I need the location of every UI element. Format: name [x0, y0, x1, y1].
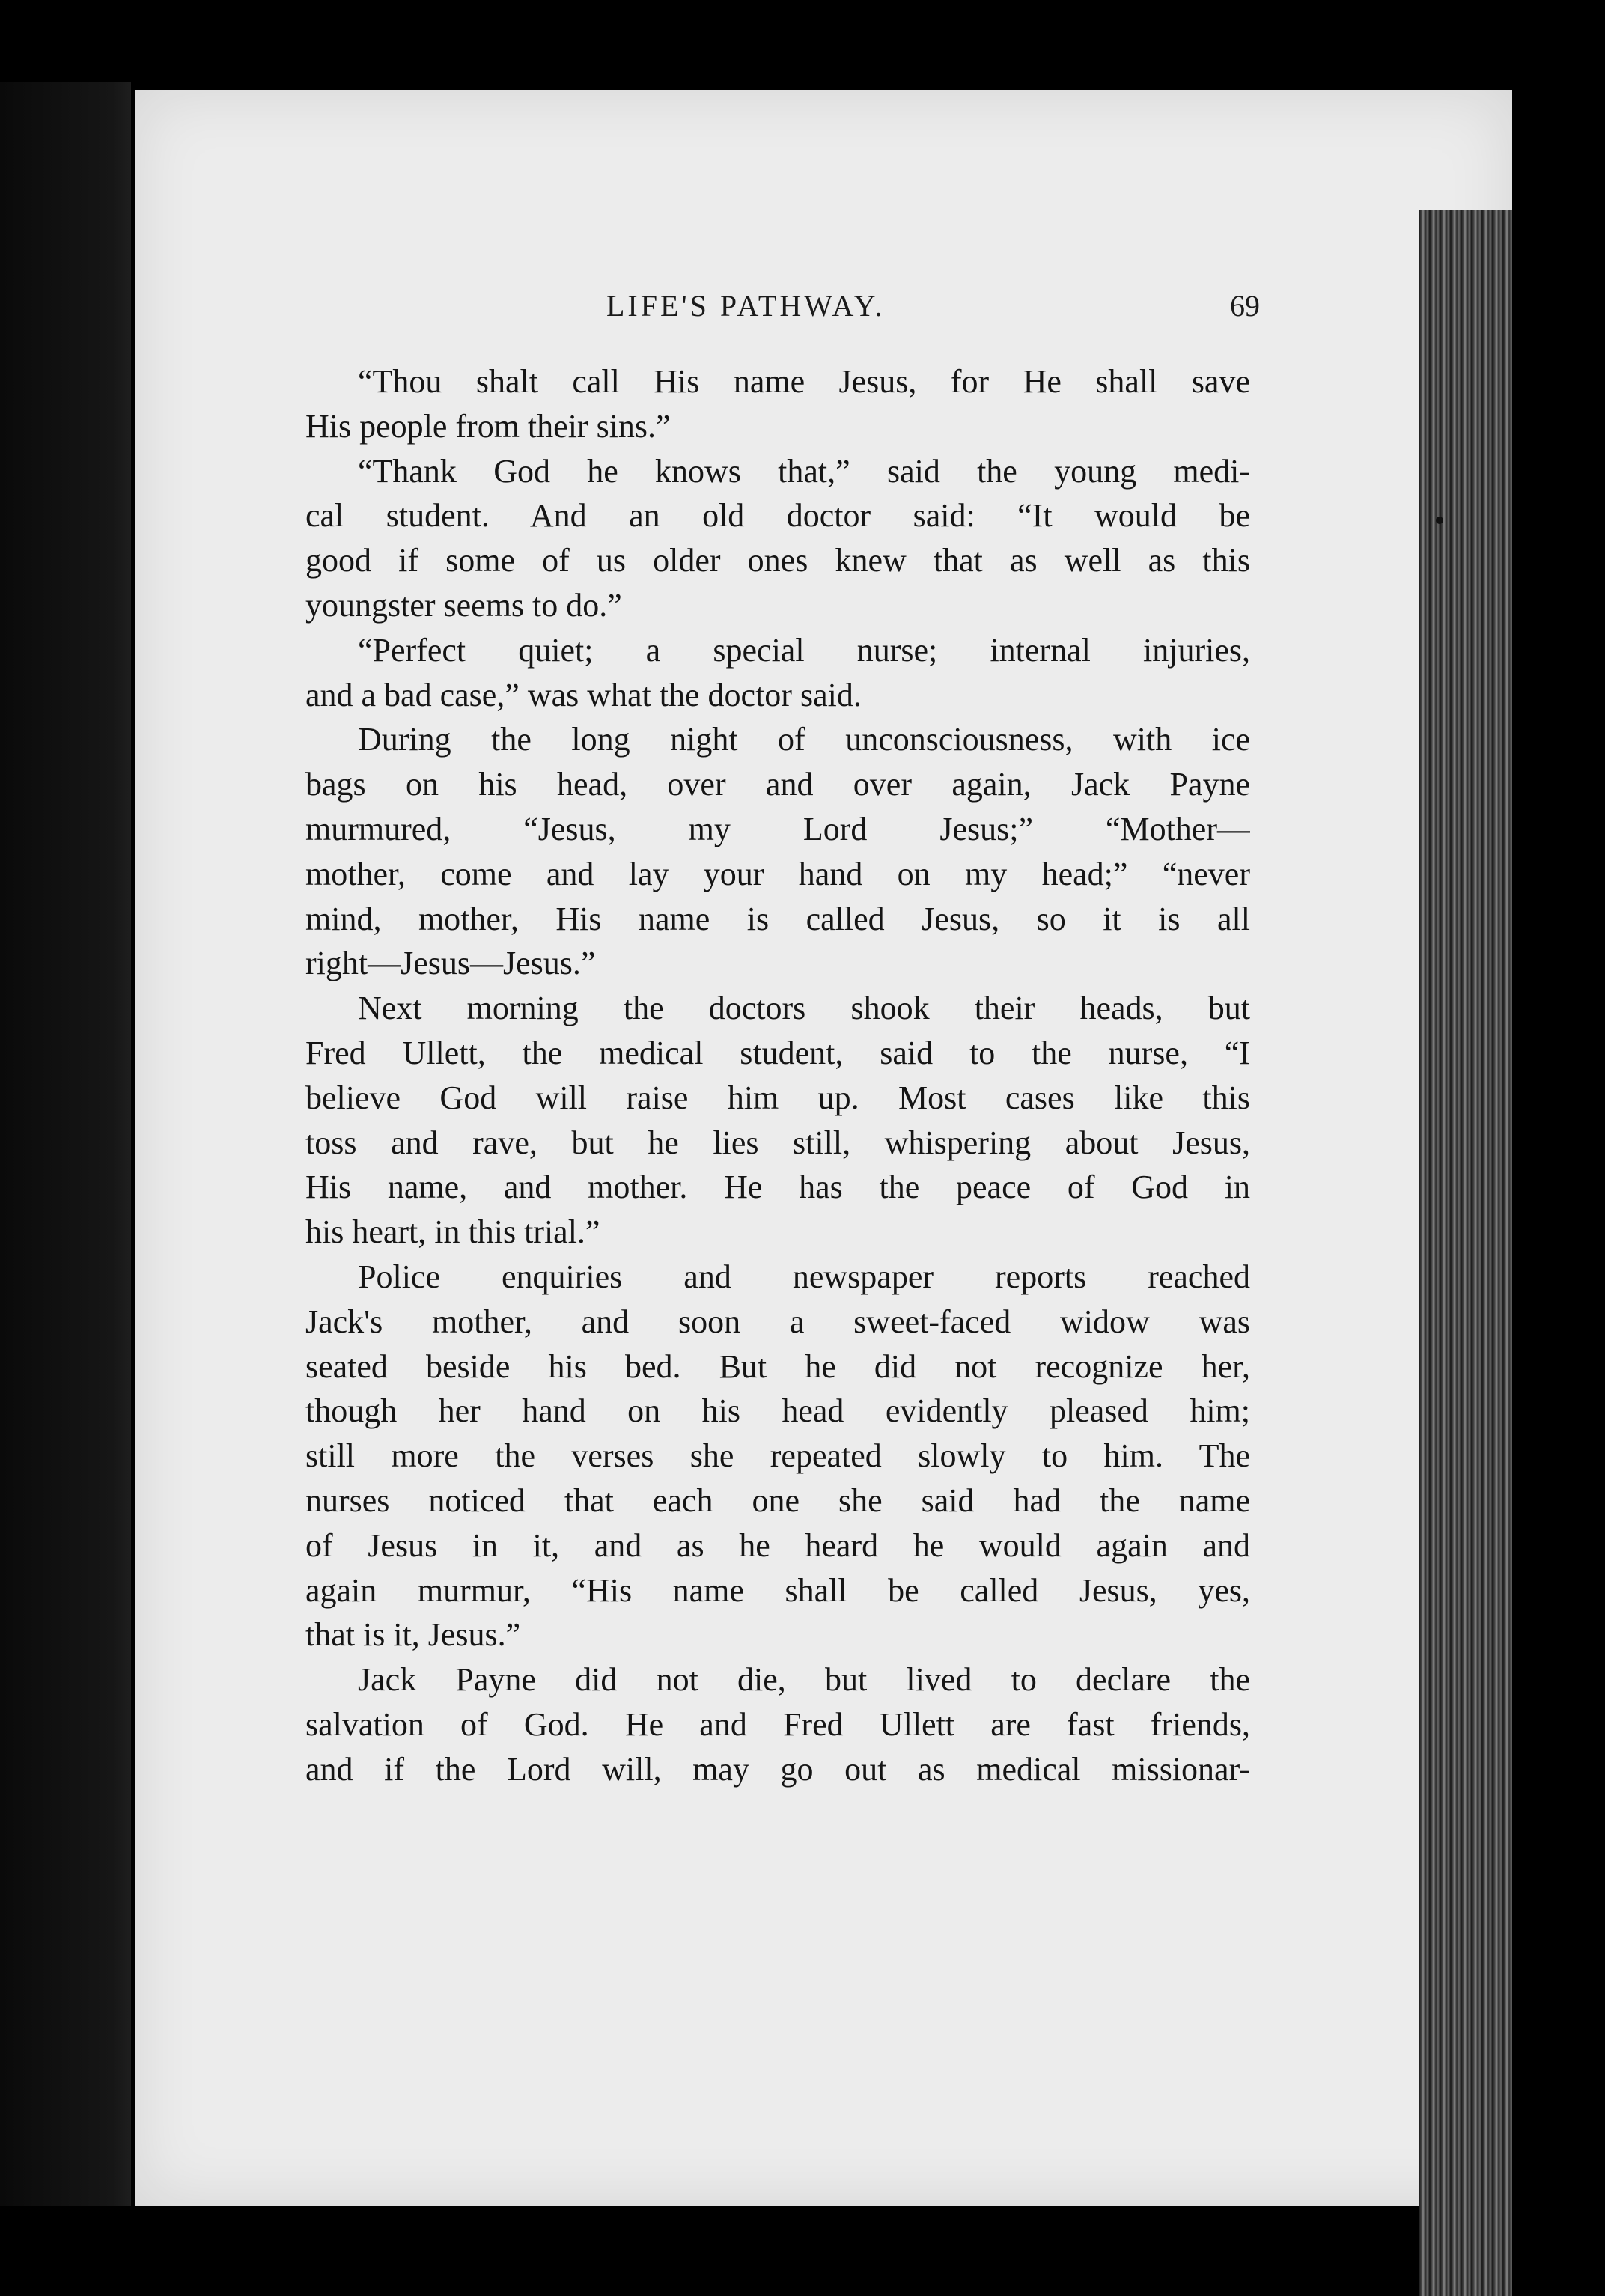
text-line: Fred Ullett, the medical student, said to the nurse, “I	[305, 1034, 1250, 1071]
text-line: good if some of us older ones knew that as well as this	[305, 542, 1250, 579]
text-line: nurses noticed that each one she said had the name	[305, 1482, 1250, 1519]
text-line: bags on his head, over and over again, Jack Payne	[305, 766, 1250, 803]
ink-speck	[1436, 517, 1443, 524]
text-line: his heart, in this trial.”	[305, 1214, 600, 1251]
text-line: Police enquiries and newspaper reports reached	[358, 1258, 1250, 1295]
page-header	[606, 288, 1340, 333]
text-line: youngster seems to do.”	[305, 586, 622, 624]
page-number: 69	[1230, 289, 1260, 323]
text-line: His name, and mother. He has the peace of God in	[305, 1169, 1250, 1206]
text-line: “Thou shalt call His name Jesus, for He shall save	[358, 363, 1250, 400]
text-line: mother, come and lay your hand on my head;” “never	[305, 855, 1250, 892]
text-line: Jack Payne did not die, but lived to declare the	[358, 1661, 1250, 1699]
text-line: though her hand on his head evidently pleased him;	[305, 1392, 1250, 1430]
body-text	[305, 359, 1250, 1792]
text-line: and if the Lord will, may go out as medical missionar-	[305, 1750, 1250, 1788]
running-title: LIFE'S PATHWAY.	[606, 289, 886, 323]
left-page-edge	[0, 82, 131, 2206]
text-line: and a bad case,” was what the doctor said.	[305, 676, 862, 713]
text-line: of Jesus in it, and as he heard he would again and	[305, 1526, 1250, 1564]
page-stack-edge	[1419, 210, 1512, 2296]
text-line: still more the verses she repeated slowly to him. The	[305, 1437, 1250, 1475]
text-line: Next morning the doctors shook their heads, but	[358, 990, 1250, 1027]
text-line: right—Jesus—Jesus.”	[305, 945, 596, 982]
text-line: toss and rave, but he lies still, whispering about Jesus,	[305, 1124, 1250, 1161]
text-line: mind, mother, His name is called Jesus, so it is all	[305, 900, 1250, 937]
text-line: seated beside his bed. But he did not recognize her,	[305, 1348, 1250, 1385]
text-line: During the long night of unconsciousness, with ice	[358, 721, 1250, 758]
text-line: murmured, “Jesus, my Lord Jesus;” “Mother—	[305, 810, 1250, 847]
text-line: salvation of God. He and Fred Ullett are fast friends,	[305, 1705, 1250, 1743]
text-line: Jack's mother, and soon a sweet-faced widow was	[305, 1303, 1250, 1340]
text-line: “Perfect quiet; a special nurse; internal injuries,	[358, 631, 1250, 669]
text-line: again murmur, “His name shall be called Jesus, yes,	[305, 1571, 1250, 1609]
text-line: cal student. And an old doctor said: “It would be	[305, 497, 1250, 535]
text-line: His people from their sins.”	[305, 407, 671, 445]
text-line: believe God will raise him up. Most cases like this	[305, 1079, 1250, 1116]
text-line: that is it, Jesus.”	[305, 1616, 521, 1654]
text-line: “Thank God he knows that,” said the young medi-	[358, 452, 1250, 490]
